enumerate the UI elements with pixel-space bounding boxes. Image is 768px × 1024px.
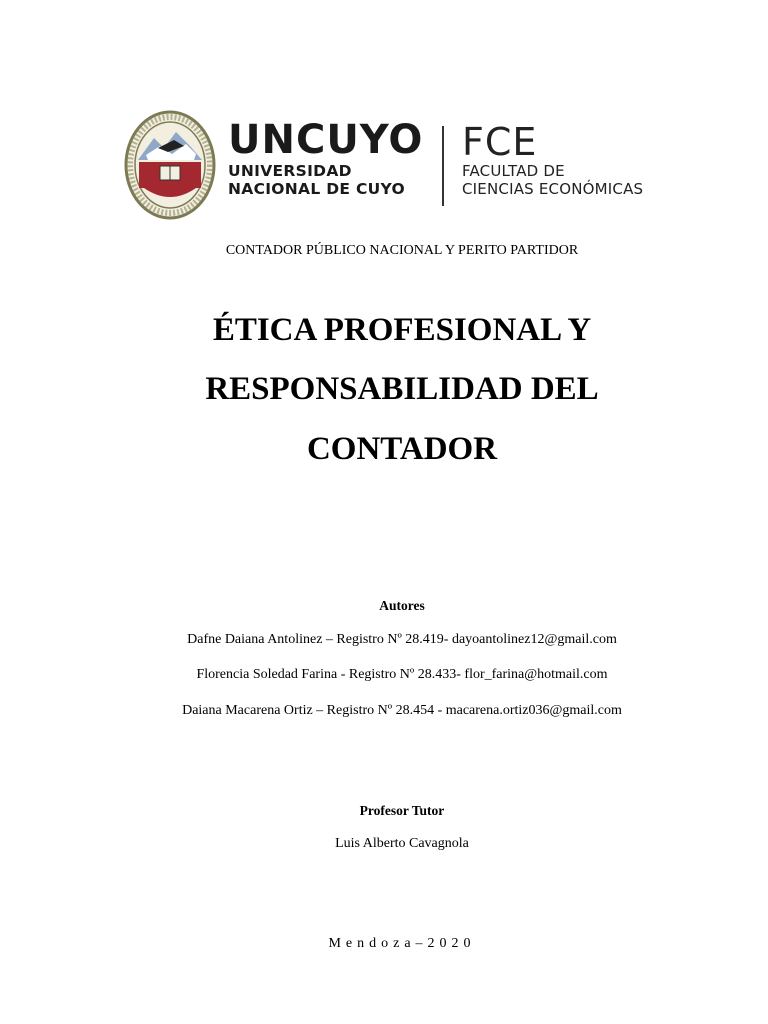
uncuyo-line2: NACIONAL DE CUYO bbox=[228, 180, 405, 198]
title-line-1: ÉTICA PROFESIONAL Y bbox=[212, 312, 592, 348]
uncuyo-wordmark bbox=[228, 118, 423, 198]
title-line-2: RESPONSABILIDAD DEL bbox=[205, 371, 599, 407]
logo-divider bbox=[442, 126, 444, 206]
uncuyo-line1: UNIVERSIDAD bbox=[228, 162, 352, 180]
author-line: Dafne Daiana Antolinez – Registro Nº 28.419- dayoantolinez12@gmail.com bbox=[187, 632, 617, 647]
fce-wordmark bbox=[462, 122, 643, 198]
career-subtitle: CONTADOR PÚBLICO NACIONAL Y PERITO PARTIDOR bbox=[225, 243, 579, 258]
tutor-heading: Profesor Tutor bbox=[359, 803, 445, 818]
authors-heading: Autores bbox=[379, 598, 425, 613]
fce-line1: FACULTAD DE bbox=[462, 162, 565, 180]
author-line: Florencia Soledad Farina - Registro Nº 28.433- flor_farina@hotmail.com bbox=[196, 667, 608, 682]
university-seal-icon bbox=[124, 110, 216, 220]
fce-line2: CIENCIAS ECONÓMICAS bbox=[462, 180, 644, 198]
author-line: Daiana Macarena Ortiz – Registro Nº 28.454 - macarena.ortiz036@gmail.com bbox=[182, 703, 622, 718]
place-and-date: Mendoza–2020 bbox=[328, 936, 476, 951]
university-logo-header bbox=[124, 108, 704, 223]
uncuyo-name: UNCUYO bbox=[228, 117, 424, 163]
fce-name: FCE bbox=[462, 120, 538, 164]
title-line-3: CONTADOR bbox=[306, 431, 498, 467]
tutor-name: Luis Alberto Cavagnola bbox=[335, 836, 469, 851]
